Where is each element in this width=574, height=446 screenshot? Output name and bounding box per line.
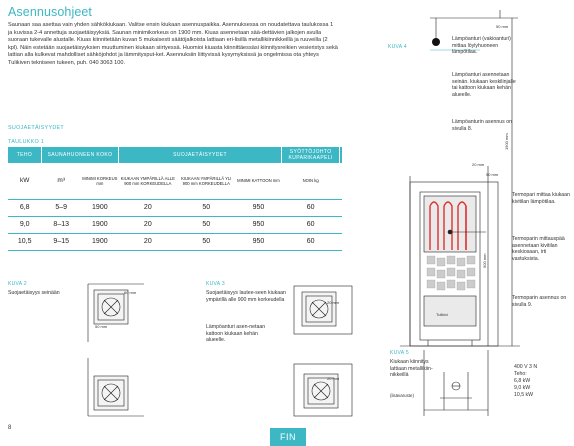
header-sauna-size: SAUNAHUONEEN KOKO bbox=[41, 147, 118, 163]
temperature-sensor-icon bbox=[432, 38, 440, 46]
safety-distance-table bbox=[8, 147, 342, 251]
section-title: SUOJAETÄISYYDET bbox=[8, 125, 65, 131]
table-caption: TAULUKKO 1 bbox=[8, 139, 45, 145]
unit-around-below: KIUKAAN YMPÄRILLÄ ALLE 900 mm KORKEUDELLA bbox=[119, 163, 177, 199]
language-badge: FIN bbox=[270, 428, 306, 446]
fig4-note-sensor2: Lämpöanturin asennus on sivulla 8. bbox=[452, 119, 512, 132]
fig4-note-top: Lämpöanturi (vakioanturi) mittaa löylyhuoneen lämpötilaa. bbox=[452, 36, 511, 56]
fig4-note-sensor: Lämpöanturi asennetaan seinän. kiukaan keskilinjalle tai kattoon kiukaan kehän alueelle. bbox=[452, 72, 516, 98]
header-cable: SYÖTTÖJOHTO KUPARIKAAPELI bbox=[281, 147, 339, 163]
fig2-caption: Suojaetäisyys seinään bbox=[8, 290, 60, 296]
fig5-caption: Kiukaan kiinnitys lattiaan metallikiin-nikkeillä bbox=[390, 359, 433, 379]
fig4-note-right1: Termopari mittaa kiukaan kivitilan lämpötilaa. bbox=[512, 192, 570, 205]
fig3-drawing bbox=[290, 280, 356, 420]
table-row: 9,0 8–13 1900 20 50 950 60 bbox=[8, 216, 342, 233]
fig2-drawing bbox=[84, 280, 146, 420]
fig2-label: KUVA 2 bbox=[8, 281, 27, 287]
fig5-label: KUVA 5 bbox=[390, 350, 409, 356]
header-safety: SUOJAETÄISYYDET bbox=[119, 147, 282, 163]
fig4-dim-900: 900 mm bbox=[482, 253, 487, 268]
fig4-label: KUVA 4 bbox=[388, 44, 407, 50]
heater-brand-label: Tulikivi bbox=[436, 312, 449, 317]
header-teho: TEHO bbox=[8, 147, 41, 163]
power-spec-4: 10,5 kW bbox=[514, 392, 534, 398]
unit-around-above: KIUKAAN YMPÄRILLÄ YLI 900 mm KORKEUDELLA bbox=[177, 163, 235, 199]
fig4-dim-top: 50 mm bbox=[496, 24, 509, 29]
fig4-note-right3: Termoparin asennus on sivulla 9. bbox=[512, 295, 567, 308]
fig4-note-right2: Termoparin mittauspää asennetaan kivitilan keskiosaan, irti vastuksista. bbox=[512, 236, 565, 262]
unit-cable: NOIN kg bbox=[281, 163, 339, 199]
fig2-dim-50: 50 mm bbox=[95, 324, 108, 329]
power-spec-0: 400 V 3 N bbox=[514, 364, 538, 370]
power-spec-2: 6,8 kW bbox=[514, 378, 531, 384]
fig3-sensor-note: Lämpöanturi asen-netaan kattoon kiukaan kehän alueelle. bbox=[206, 324, 266, 344]
table-row: 6,8 5–9 1900 20 50 950 60 bbox=[8, 199, 342, 216]
fig3-caption: Suojaetäisyys lautee-seen kiukaan ympärillä alle 900 mm korkeudella bbox=[206, 290, 286, 303]
page-number: 8 bbox=[8, 425, 12, 431]
fig4-dim-height: 1900 mm bbox=[504, 133, 509, 150]
unit-min-ceiling: MINIMI KATTOON mm bbox=[235, 163, 281, 199]
intro-paragraph: Saunaan saa asettaa vain yhden sähkökiukaan. Valitse ensin kiukaan asennuspaikka. Asennuksessa on noudatettava taulukossa 1 ja kuvissa 2-4 annettuja suojaetäisyyksiä. Saunan minimikorkeus on 1900 mm. Kiuas asennetaan sää-dettävien jalkojen avulla suoraan tukevalle alustalle. Kiuas kiinnitetään kuvan 5 mukaisesti säätöjalkoista lattiaan eri-lisillä metallikiinnikkeillä ja ruuveilla (2 kpl). Näin estetään suojaetäisyyksien muuttuminen kiukaan siirtyessä. Huomioi kiuasta kiinnittäessäsi kiinnitysreikien vesieristys sekä lattian alla kulkevat mahdolliset sähköjohdot ja lämmitysput-ket. Asennuksiin liittyvissä kysymyksissä ja ongelmissa ota yhteys Tulikiven tekniseen tukeen, puh. 040 3063 100. bbox=[8, 22, 338, 66]
fig4-dim-mid: 20 mm bbox=[472, 162, 485, 167]
unit-m3: m³ bbox=[41, 163, 81, 199]
fig5-subtext: (lisävaruste) bbox=[390, 393, 414, 398]
power-spec-1: Teho: bbox=[514, 371, 527, 377]
unit-kw: kW bbox=[8, 163, 41, 199]
fig3-dim-a: 20 mm bbox=[327, 300, 340, 305]
fig4-dim-side: 50 mm bbox=[486, 172, 499, 177]
page-title: Asennusohjeet bbox=[8, 5, 93, 19]
fig3-label: KUVA 3 bbox=[206, 281, 225, 287]
fig2-dim-60: 60 mm bbox=[124, 290, 137, 295]
unit-min-height: MINIMI KORKEUS mm bbox=[81, 163, 119, 199]
power-spec-3: 9,0 kW bbox=[514, 385, 531, 391]
table-row: 10,5 9–15 1900 20 50 950 60 bbox=[8, 233, 342, 250]
fig3-dim-b: 20 mm bbox=[327, 376, 340, 381]
